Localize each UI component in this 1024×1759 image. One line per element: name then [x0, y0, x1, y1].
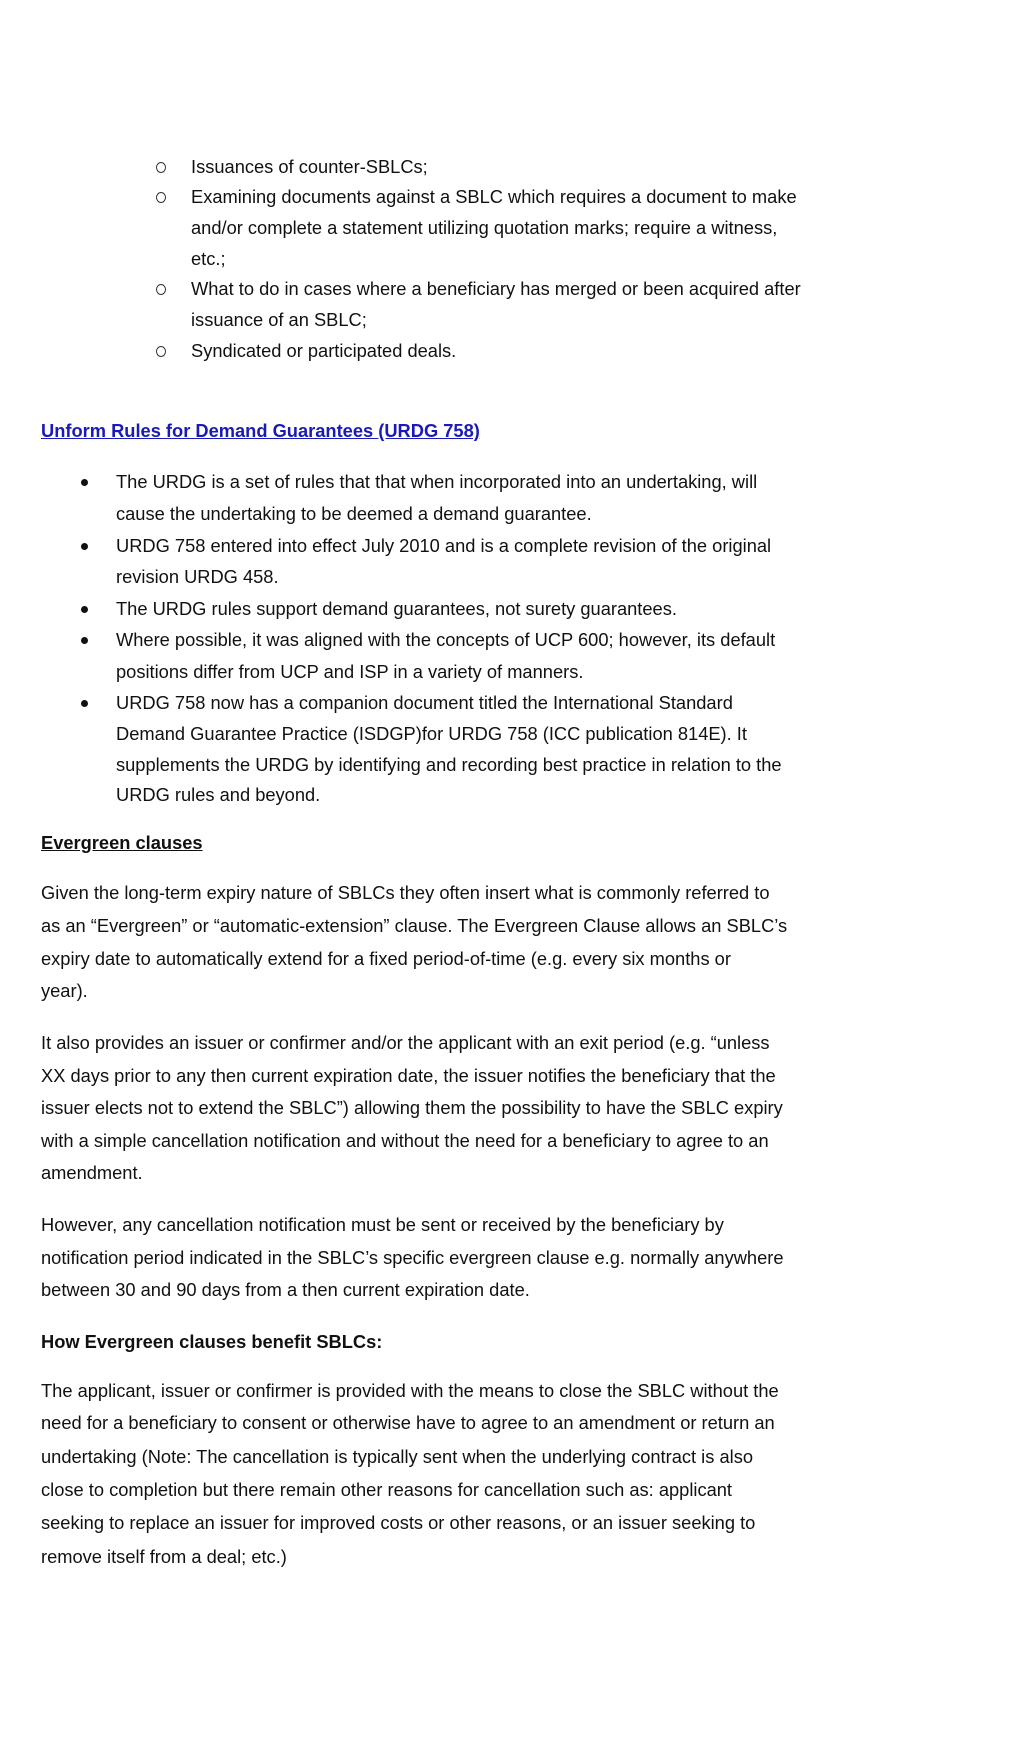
benefit-paragraph-line: close to completion but there remain other reasons for cancellation such as: applicant — [41, 1479, 733, 1500]
paragraph-line: amendment. — [41, 1162, 143, 1183]
bullet-icon — [81, 700, 88, 707]
circle-bullet-icon — [156, 192, 166, 203]
circle-bullet-icon — [156, 284, 166, 295]
circle-bullet-icon — [156, 346, 166, 357]
circle-bullet-icon — [156, 162, 166, 173]
urdg-bullet-line: revision URDG 458. — [116, 566, 279, 587]
paragraph-line: XX days prior to any then current expiration date, the issuer notifies the beneficiary that the — [41, 1065, 776, 1086]
urdg-bullet-line: The URDG rules support demand guarantees, not surety guarantees. — [116, 598, 677, 619]
urdg-bullet-line: URDG 758 now has a companion document titled the International Standard — [116, 692, 733, 713]
paragraph-line: as an “Evergreen” or “automatic-extension” clause. The Evergreen Clause allows an SBLC’s — [41, 915, 788, 936]
urdg-bullet-line: positions differ from UCP and ISP in a variety of manners. — [116, 661, 584, 682]
urdg-bullet-line: cause the undertaking to be deemed a demand guarantee. — [116, 503, 592, 524]
paragraph-line: notification period indicated in the SBLC’s specific evergreen clause e.g. normally anywhere — [41, 1247, 784, 1268]
urdg-bullet-line: The URDG is a set of rules that that when incorporated into an undertaking, will — [116, 471, 758, 492]
paragraph-line: with a simple cancellation notification and without the need for a beneficiary to agree to an — [41, 1130, 769, 1151]
paragraph-line: Given the long-term expiry nature of SBLCs they often insert what is commonly referred to — [41, 882, 770, 903]
benefit-paragraph-line: need for a beneficiary to consent or otherwise have to agree to an amendment or return an — [41, 1412, 775, 1433]
sub-list-item-line: Syndicated or participated deals. — [191, 340, 457, 361]
bullet-icon — [81, 637, 88, 644]
bullet-icon — [81, 543, 88, 550]
paragraph-line: between 30 and 90 days from a then current expiration date. — [41, 1279, 530, 1300]
urdg-bullet-line: Demand Guarantee Practice (ISDGP)for URDG 758 (ICC publication 814E). It — [116, 723, 747, 744]
paragraph-line: However, any cancellation notification must be sent or received by the beneficiary by — [41, 1214, 724, 1235]
paragraph-line: It also provides an issuer or confirmer and/or the applicant with an exit period (e.g. “unless — [41, 1032, 770, 1053]
sub-list-item-line: Examining documents against a SBLC which requires a document to make — [191, 186, 797, 207]
bullet-icon — [81, 479, 88, 486]
sub-list-item-line: issuance of an SBLC; — [191, 309, 367, 330]
benefit-paragraph-line: remove itself from a deal; etc.) — [41, 1546, 287, 1567]
bullet-icon — [81, 606, 88, 613]
sub-list-item-line: What to do in cases where a beneficiary has merged or been acquired after — [191, 278, 801, 299]
benefit-paragraph-line: undertaking (Note: The cancellation is typically sent when the underlying contract is also — [41, 1446, 754, 1467]
paragraph-line: issuer elects not to extend the SBLC”) allowing them the possibility to have the SBLC expiry — [41, 1097, 783, 1118]
sub-list-item-line: etc.; — [191, 248, 226, 269]
urdg-heading-link[interactable]: Unform Rules for Demand Guarantees (URDG 758) — [41, 420, 480, 441]
urdg-bullet-line: supplements the URDG by identifying and recording best practice in relation to the — [116, 754, 782, 775]
paragraph-line: year). — [41, 980, 88, 1001]
urdg-bullet-line: Where possible, it was aligned with the concepts of UCP 600; however, its default — [116, 629, 776, 650]
sub-list-item-line: Issuances of counter-SBLCs; — [191, 156, 428, 177]
evergreen-heading: Evergreen clauses — [41, 832, 203, 853]
benefit-paragraph-line: The applicant, issuer or confirmer is provided with the means to close the SBLC without the — [41, 1380, 779, 1401]
paragraph-line: expiry date to automatically extend for a fixed period-of-time (e.g. every six months or — [41, 948, 731, 969]
urdg-bullet-line: URDG rules and beyond. — [116, 784, 321, 805]
benefit-heading: How Evergreen clauses benefit SBLCs: — [41, 1331, 383, 1352]
benefit-paragraph-line: seeking to replace an issuer for improved costs or other reasons, or an issuer seeking to — [41, 1512, 756, 1533]
sub-list-item-line: and/or complete a statement utilizing quotation marks; require a witness, — [191, 217, 778, 238]
urdg-bullet-line: URDG 758 entered into effect July 2010 and is a complete revision of the original — [116, 535, 772, 556]
